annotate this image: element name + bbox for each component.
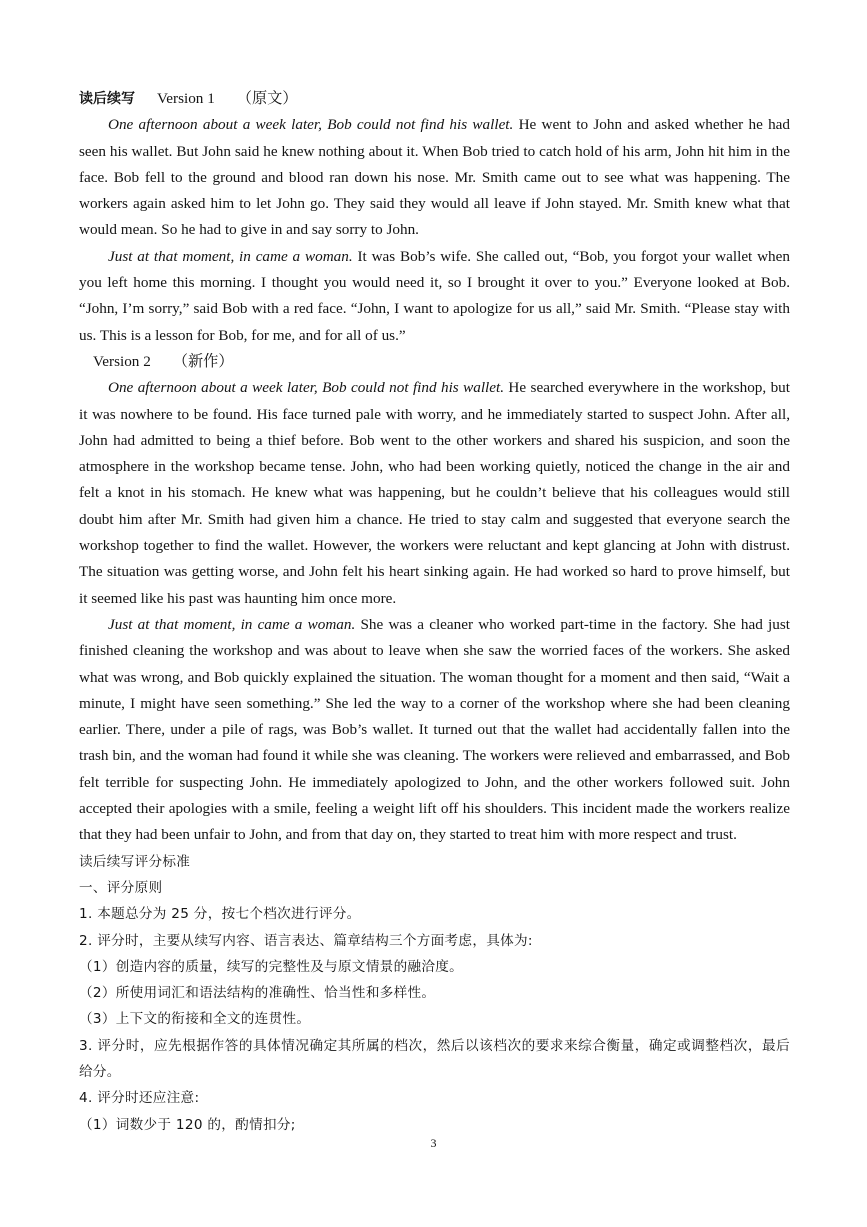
version2-note: （新作） (172, 352, 234, 370)
rubric-section-1: 一、评分原则 (79, 879, 163, 896)
paragraph-text: She was a cleaner who worked part-time in the factory. She had just finished cleaning the workshop and was about to leave when she saw the worried faces of the workers. She asked what was wrong, and Bob quickly explained the situation. The woman thought for a moment and then said, “Wait a minute, I might have seen something.” She led the way to a corner of the workshop where she had been cleaning earlier. There, under a pile of rags, was Bob’s wallet. It turned out that the wallet had accidentally fallen into the trash bin, and the woman had found it while she was cleaning. The workers were relieved and embarrassed, and Bob felt terrible for suspecting John. He immediately apologized to John, and the other workers followed suit. John accepted their apologies with a smile, feeling a weight lift off his shoulders. This incident made the workers realize that they had been unfair to John, and from that day on, they started to treat him with more respect and trust. (79, 615, 790, 844)
rubric-item-1: 1. 本题总分为 25 分，按七个档次进行评分。 (79, 906, 361, 923)
version1-note: （原文） (236, 90, 298, 107)
paragraph-text: He went to John and asked whether he had seen his wallet. But John said he knew nothing about it. When Bob tried to catch hold of his arm, John hit him in the face. Bob fell to the ground and blood ran down his nose. Mr. Smith came out to see what was happening. The workers again asked him to let John go. They said they would all leave if John stayed. Mr. Smith knew what that would mean. So he had to give in and say sorry to John. (79, 116, 790, 239)
rubric-item-2-2: （2）所使用词汇和语法结构的准确性、恰当性和多样性。 (79, 985, 436, 1002)
rubric-item-4: 4. 评分时还应注意: (79, 1090, 200, 1107)
rubric-item-3: 3. 评分时，应先根据作答的具体情况确定其所属的档次，然后以该档次的要求来综合衡量，确定或调整档次，最后给分。 (79, 1037, 790, 1080)
rubric-item-2: 2. 评分时，主要从续写内容、语言表达、篇章结构三个方面考虑，具体为: (79, 932, 533, 949)
paragraph-lead: Just at that moment, in came a woman. (108, 247, 353, 265)
paragraph-text: He searched everywhere in the workshop, but it was nowhere to be found. His face turned pale with worry, and he immediately started to suspect John. After all, John had admitted to being a thief before. Bob went to the other workers and shared his suspicion, and soon the atmosphere in the workshop became tense. John, who had been working quietly, noticed the change in the air and felt a knot in his stomach. He knew what was happening, but he couldn’t believe that his colleagues would still doubt him after Mr. Smith had given him a chance. He tried to stay calm and suggested that everyone search the workshop together to find the wallet. However, the workers were reluctant and kept glancing at John with distrust. The situation was getting worse, and John felt his heart sinking again. He had worked so hard to prove himself, but it seemed like his past was haunting him once more. (79, 379, 790, 607)
version1-paragraph-1 (79, 112, 790, 243)
version1-title: Version 1 (157, 90, 215, 107)
content-area (79, 86, 790, 1138)
version2-paragraph-2 (79, 612, 790, 849)
page-number: 3 (430, 1136, 437, 1150)
version1-paragraph-2 (79, 244, 790, 349)
rubric-item-4-1: （1）词数少于 120 的，酌情扣分; (79, 1116, 296, 1133)
version1-heading (79, 86, 790, 112)
rubric-item-2-1: （1）创造内容的质量，续写的完整性及与原文情景的融洽度。 (79, 958, 464, 975)
version2-title: Version 2 (93, 352, 151, 370)
rubric-title: 读后续写评分标准 (79, 853, 191, 870)
paragraph-text: It was Bob’s wife. She called out, “Bob, you forgot your wallet when you left home this morning. I thought you would need it, so I brought it over to you.” Everyone looked at Bob. “John, I’m sorry,” said Bob with a red face. “John, I want to apologize for us all,” said Mr. Smith. “Please stay with us. This is a lesson for Bob, for me, and for all of us.” (79, 247, 790, 344)
paragraph-lead: One afternoon about a week later, Bob could not find his wallet. (108, 379, 505, 397)
paragraph-lead: Just at that moment, in came a woman. (108, 615, 356, 633)
version2-heading (79, 349, 790, 375)
version2-paragraph-1 (79, 375, 790, 612)
paragraph-lead: One afternoon about a week later, Bob could not find his wallet. (108, 116, 514, 134)
section-label: 读后续写 (79, 91, 135, 107)
rubric-item-2-3: （3）上下文的衔接和全文的连贯性。 (79, 1011, 311, 1028)
